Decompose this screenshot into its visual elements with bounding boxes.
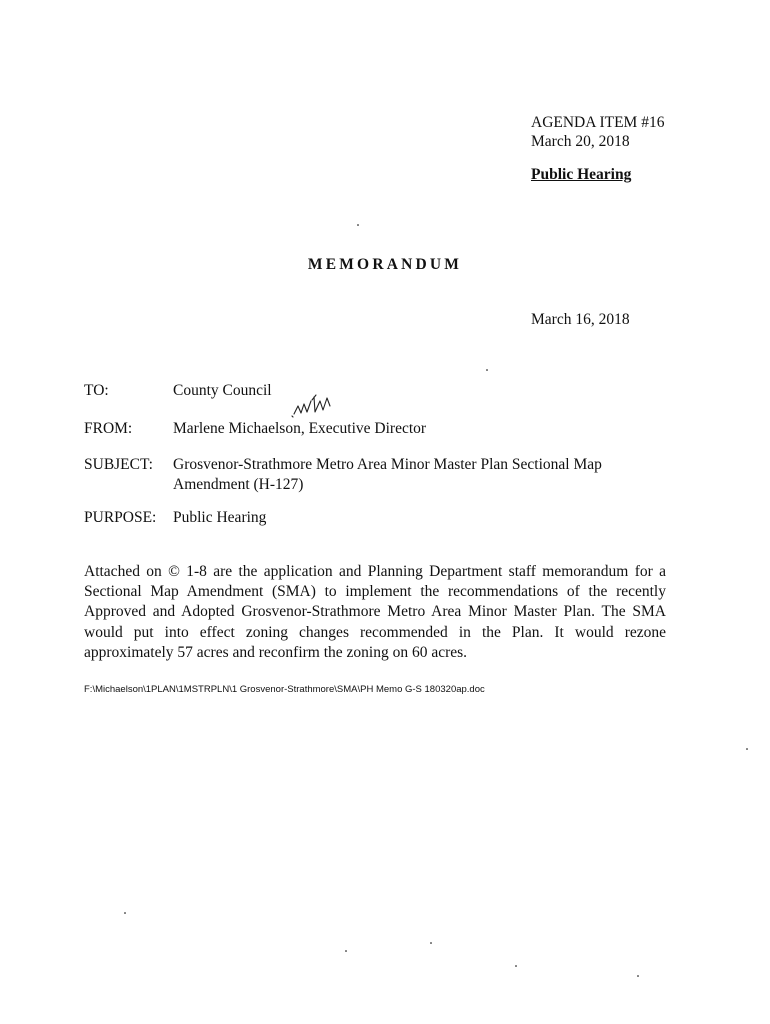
scan-speck	[430, 942, 432, 944]
scan-speck	[357, 224, 359, 226]
agenda-header	[531, 113, 664, 151]
scan-speck	[746, 748, 748, 750]
memo-title: MEMORANDUM	[307, 256, 463, 273]
subject-value: Grosvenor-Strathmore Metro Area Minor Master Plan Sectional Map Amendment (H-127)	[173, 456, 602, 493]
memo-date: March 16, 2018	[531, 311, 630, 328]
subject-row	[84, 455, 673, 495]
from-value: Marlene Michaelson, Executive Director	[173, 420, 427, 437]
purpose-row	[84, 508, 266, 528]
hearing-type: Public Hearing	[531, 166, 632, 183]
to-row	[84, 381, 272, 401]
agenda-date: March 20, 2018	[531, 133, 630, 150]
scan-speck	[637, 975, 639, 977]
to-label: TO:	[84, 382, 109, 399]
body-paragraph: Attached on © 1-8 are the application and Planning Department staff memorandum for a Sectional Map Amendment (SMA) to implement the recommendations of the recently Approved and Adopted Grosvenor-Strathmore Metro Area Minor Master Plan. The SMA would put into effect zoning changes recommended in the Plan. It would rezone approximately 57 acres and reconfirm the zoning on 60 acres.	[84, 563, 666, 661]
from-label: FROM:	[84, 420, 133, 437]
scan-speck	[515, 965, 517, 967]
from-row	[84, 419, 426, 439]
scan-speck	[124, 912, 126, 914]
scan-speck	[345, 950, 347, 952]
purpose-value: Public Hearing	[173, 509, 267, 526]
scan-speck	[486, 369, 488, 371]
agenda-item-number: AGENDA ITEM #16	[531, 114, 665, 131]
to-value: County Council	[173, 382, 272, 399]
subject-label: SUBJECT:	[84, 456, 153, 473]
purpose-label: PURPOSE:	[84, 509, 157, 526]
file-path: F:\Michaelson\1PLAN\1MSTRPLN\1 Grosvenor-Strathmore\SMA\PH Memo G-S 180320ap.doc	[84, 684, 485, 695]
handwritten-initials	[290, 392, 350, 420]
